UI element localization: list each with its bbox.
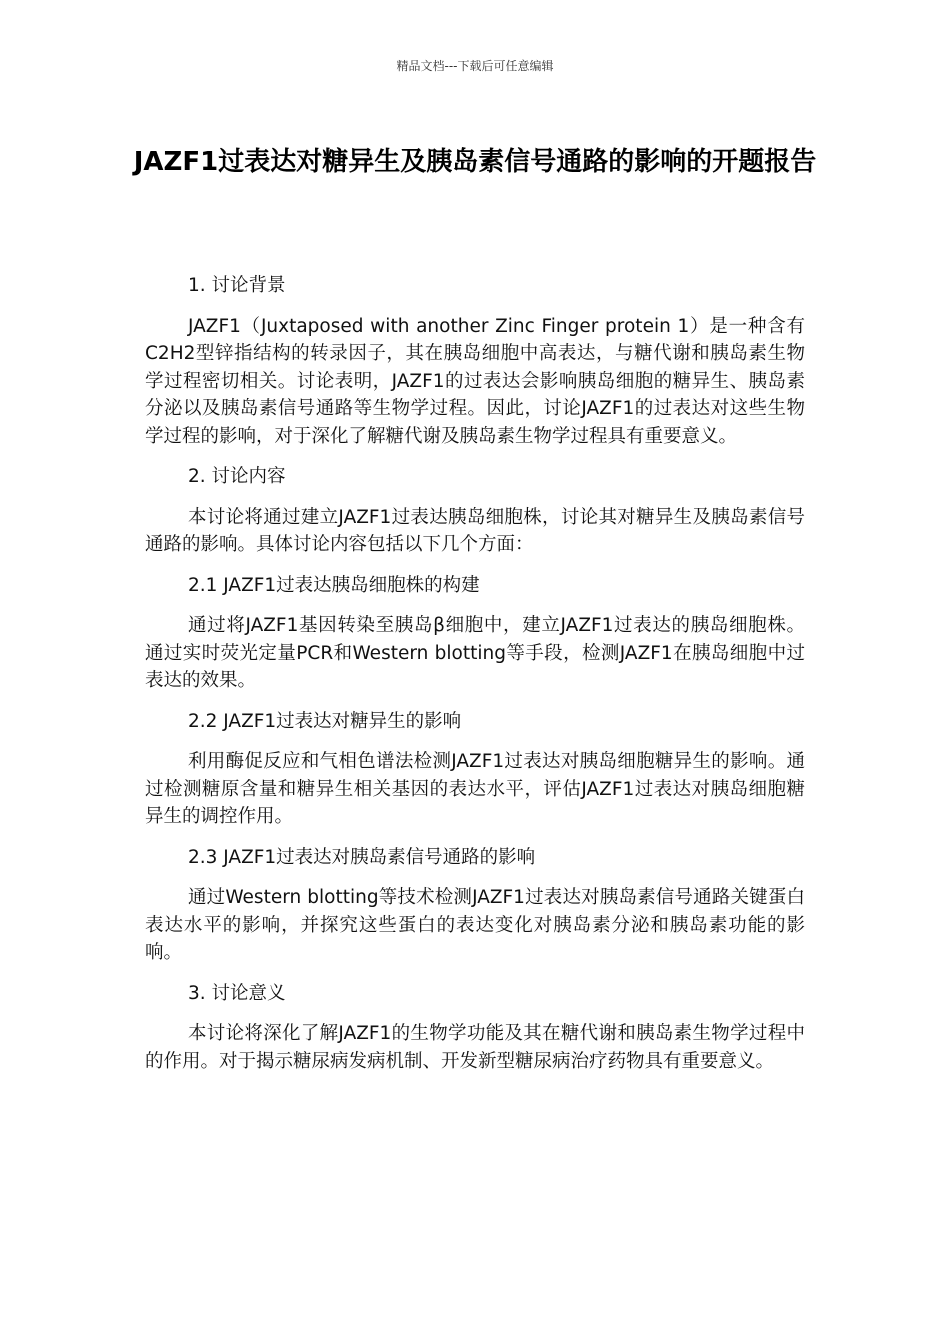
section-3-paragraph: 本讨论将深化了解JAZF1的生物学功能及其在糖代谢和胰岛素生物学过程中的作用。对于揭示糖尿病发病机制、开发新型糖尿病治疗药物具有重要意义。	[145, 1023, 805, 1072]
document-body	[145, 272, 805, 1088]
section-3-heading: 3. 讨论意义	[188, 982, 286, 1004]
document-title: JAZF1过表达对糖异生及胰岛素信号通路的影响的开题报告	[133, 147, 817, 177]
section-2-2-heading: 2.2 JAZF1过表达对糖异生的影响	[188, 710, 462, 732]
section-1-heading: 1. 讨论背景	[188, 275, 286, 296]
section-2-1-heading: 2.1 JAZF1过表达胰岛细胞株的构建	[188, 574, 480, 596]
section-2-paragraph: 本讨论将通过建立JAZF1过表达胰岛细胞株，讨论其对糖异生及胰岛素信号通路的影响。具体讨论内容包括以下几个方面：	[145, 506, 805, 555]
section-2-3-paragraph: 通过Western blotting等技术检测JAZF1过表达对胰岛素信号通路关键蛋白表达水平的影响，并探究这些蛋白的表达变化对胰岛素分泌和胰岛素功能的影响。	[145, 887, 805, 963]
header-note: 精品文档---下载后可任意编辑	[396, 59, 554, 73]
section-2-2-paragraph: 利用酶促反应和气相色谱法检测JAZF1过表达对胰岛细胞糖异生的影响。通过检测糖原含量和糖异生相关基因的表达水平，评估JAZF1过表达对胰岛细胞糖异生的调控作用。	[145, 751, 805, 827]
section-2-heading: 2. 讨论内容	[188, 466, 286, 487]
section-2-1-paragraph: 通过将JAZF1基因转染至胰岛β细胞中，建立JAZF1过表达的胰岛细胞株。通过实时荧光定量PCR和Western blotting等手段，检测JAZF1在胰岛细胞中过表达的效果。	[145, 615, 805, 691]
section-2-3-heading: 2.3 JAZF1过表达对胰岛素信号通路的影响	[188, 846, 536, 868]
section-1-paragraph: JAZF1（Juxtaposed with another Zinc Finger protein 1）是一种含有C2H2型锌指结构的转录因子，其在胰岛细胞中高表达，与糖代谢和胰岛素生物学过程密切相关。讨论表明，JAZF1的过表达会影响胰岛细胞的糖异生、胰岛素分泌以及胰岛素信号通路等生物学过程。因此，讨论JAZF1的过表达对这些生物学过程的影响，对于深化了解糖代谢及胰岛素生物学过程具有重要意义。	[145, 315, 805, 447]
